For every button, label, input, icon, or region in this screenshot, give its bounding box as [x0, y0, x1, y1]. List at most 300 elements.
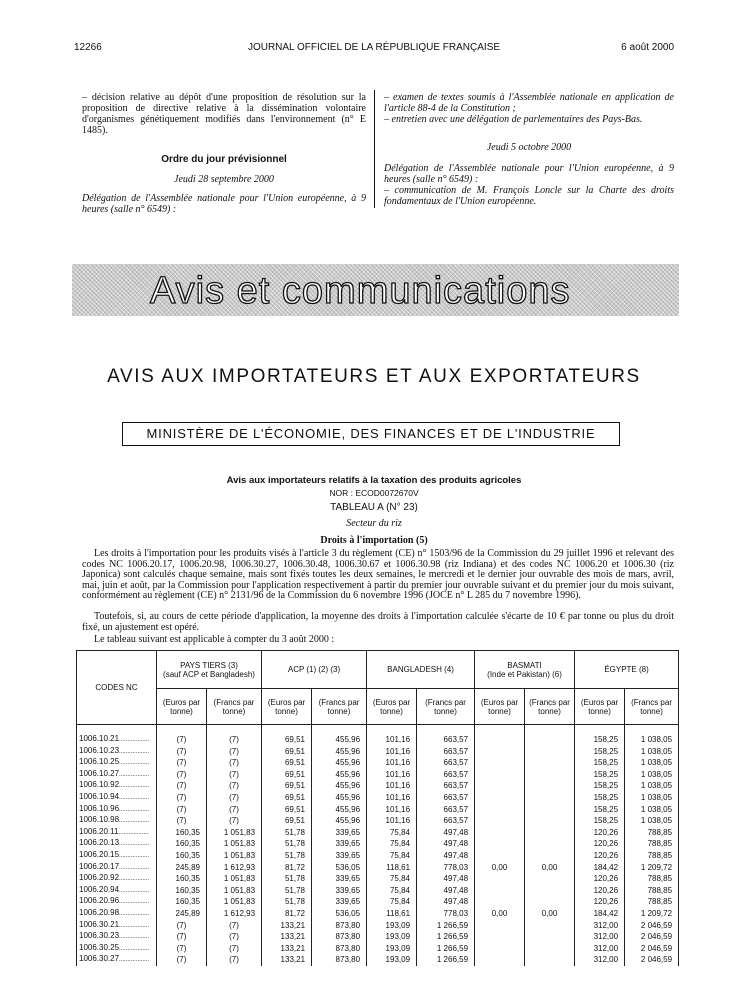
value-cell: 0,00 [475, 908, 525, 920]
value-cell [475, 815, 525, 827]
nc-code: 1006.20.98 [79, 907, 120, 917]
nor-reference: NOR : ECOD0072670V [329, 488, 419, 498]
value-cell: 455,96 [312, 746, 367, 758]
leader-dots: .................. [119, 945, 150, 952]
leader-dots: .................. [119, 876, 150, 883]
nc-code: 1006.20.15 [79, 849, 120, 859]
right-date: Jeudi 5 octobre 2000 [486, 142, 572, 153]
value-cell: 2 046,59 [625, 954, 679, 966]
spacer-cell [625, 725, 679, 735]
value-cell: 0,00 [525, 908, 575, 920]
value-cell: 75,84 [367, 838, 417, 850]
value-cell: 1 266,59 [417, 943, 475, 955]
banner-title: Avis et communications [150, 270, 571, 312]
notice-title: Avis aux importateurs relatifs à la taxation des produits agricoles [226, 475, 522, 486]
paragraph-tableau: Le tableau suivant est applicable à compter du 3 août 2000 : [94, 634, 335, 645]
value-cell: 101,16 [367, 746, 417, 758]
value-cell: 663,57 [417, 792, 475, 804]
value-cell [475, 885, 525, 897]
group-sublabel: (Inde et Pakistan) (6) [487, 669, 562, 679]
value-cell: 1 051,83 [207, 850, 262, 862]
value-cell: 663,57 [417, 780, 475, 792]
value-cell: 75,84 [367, 885, 417, 897]
value-cell: (7) [157, 769, 207, 781]
value-cell: 158,25 [575, 757, 625, 769]
value-cell: 1 209,72 [625, 862, 679, 874]
value-cell [525, 734, 575, 746]
unit-euros: (Euros par tonne) [157, 689, 207, 725]
spacer-cell [575, 725, 625, 735]
value-cell: 1 612,93 [207, 862, 262, 874]
value-cell: (7) [157, 954, 207, 966]
nc-code: 1006.10.94 [79, 791, 120, 801]
value-cell: 1 038,05 [625, 815, 679, 827]
value-cell [475, 792, 525, 804]
value-cell [475, 943, 525, 955]
nc-code-cell [77, 734, 157, 746]
value-cell: 69,51 [262, 815, 312, 827]
value-cell: (7) [157, 734, 207, 746]
unit-francs: (Francs par tonne) [417, 689, 475, 725]
value-cell: 245,89 [157, 908, 207, 920]
value-cell [525, 885, 575, 897]
group-pays-tiers [157, 651, 262, 689]
table-row [77, 943, 679, 955]
unit-euros: (Euros par tonne) [367, 689, 417, 725]
leader-dots: .................. [119, 841, 150, 848]
value-cell [525, 873, 575, 885]
nc-code: 1006.20.92 [79, 873, 120, 883]
value-cell: 69,51 [262, 792, 312, 804]
value-cell: 118,61 [367, 908, 417, 920]
value-cell: 1 266,59 [417, 931, 475, 943]
nc-code: 1006.20.11 [79, 826, 119, 836]
value-cell: 339,65 [312, 827, 367, 839]
value-cell: 133,21 [262, 920, 312, 932]
value-cell: 788,85 [625, 838, 679, 850]
value-cell: (7) [207, 920, 262, 932]
value-cell: 69,51 [262, 769, 312, 781]
value-cell [525, 850, 575, 862]
nc-code: 1006.20.13 [79, 838, 120, 848]
value-cell [475, 838, 525, 850]
value-cell: 536,05 [312, 862, 367, 874]
value-cell: 455,96 [312, 769, 367, 781]
nc-code-cell [77, 827, 157, 839]
table-row [77, 757, 679, 769]
unit-francs: (Francs par tonne) [312, 689, 367, 725]
table-row [77, 815, 679, 827]
value-cell: 51,78 [262, 885, 312, 897]
value-cell: 663,57 [417, 815, 475, 827]
value-cell: (7) [157, 804, 207, 816]
tableau-heading: TABLEAU A (N° 23) [330, 502, 418, 513]
value-cell: 312,00 [575, 931, 625, 943]
nc-code-cell [77, 746, 157, 758]
value-cell: 101,16 [367, 780, 417, 792]
value-cell: 1 038,05 [625, 757, 679, 769]
nc-code-cell [77, 954, 157, 966]
value-cell: 788,85 [625, 827, 679, 839]
value-cell: (7) [207, 734, 262, 746]
left-date: Jeudi 28 septembre 2000 [174, 174, 274, 185]
value-cell: 663,57 [417, 757, 475, 769]
value-cell: (7) [207, 954, 262, 966]
value-cell: 873,80 [312, 931, 367, 943]
value-cell: 497,48 [417, 873, 475, 885]
value-cell: 133,21 [262, 954, 312, 966]
value-cell [475, 757, 525, 769]
value-cell: 2 046,59 [625, 943, 679, 955]
value-cell [525, 769, 575, 781]
leader-dots: .................. [119, 887, 150, 894]
value-cell: 663,57 [417, 804, 475, 816]
table-row [77, 896, 679, 908]
leader-dots: .................. [119, 852, 150, 859]
spacer-cell [525, 725, 575, 735]
right-item-communication: – communication de M. François Loncle sur la Charte des droits fondamentaux de l'Union européenne. [384, 185, 674, 207]
spacer-cell [207, 725, 262, 735]
table-row [77, 954, 679, 966]
value-cell: (7) [157, 931, 207, 943]
group-egypte [575, 651, 679, 689]
table-row [77, 804, 679, 816]
right-delegation: Délégation de l'Assemblée nationale pour l'Union européenne, à 9 heures (salle n° 6549) : [384, 163, 674, 185]
group-label: ACP (1) (2) (3) [287, 665, 341, 674]
table-row [77, 920, 679, 932]
value-cell: (7) [207, 757, 262, 769]
value-cell: 663,57 [417, 746, 475, 758]
leader-dots: .................. [119, 818, 150, 825]
spacer-cell [312, 725, 367, 735]
value-cell: 51,78 [262, 850, 312, 862]
value-cell: (7) [207, 931, 262, 943]
nc-code: 1006.20.94 [79, 884, 120, 894]
value-cell: 455,96 [312, 780, 367, 792]
value-cell: 1 038,05 [625, 792, 679, 804]
table-row [77, 827, 679, 839]
value-cell: 81,72 [262, 862, 312, 874]
value-cell: 1 038,05 [625, 769, 679, 781]
value-cell [475, 746, 525, 758]
value-cell: 663,57 [417, 734, 475, 746]
spacer-cell [262, 725, 312, 735]
nc-code-cell [77, 885, 157, 897]
value-cell: 497,48 [417, 850, 475, 862]
paragraph-toutefois: Toutefois, si, au cours de cette période d'application, la moyenne des droits à l'importation calculée s'écarte de 10 € par tonne ou plus du droit fixé, un ajustement est opéré. [82, 611, 674, 633]
value-cell: 75,84 [367, 896, 417, 908]
value-cell: 778,03 [417, 862, 475, 874]
value-cell: 75,84 [367, 850, 417, 862]
nc-code: 1006.10.25 [79, 757, 120, 767]
nc-code: 1006.30.27 [79, 954, 120, 964]
value-cell: 1 038,05 [625, 746, 679, 758]
leader-dots: .................. [119, 899, 150, 906]
column-divider [374, 90, 375, 208]
value-cell: 158,25 [575, 780, 625, 792]
value-cell: 339,65 [312, 850, 367, 862]
nc-code: 1006.10.21 [79, 734, 120, 743]
group-bangladesh [367, 651, 475, 689]
value-cell [525, 804, 575, 816]
right-item-entretien: – entretien avec une délégation de parlementaires des Pays-Bas. [384, 114, 643, 125]
value-cell: 1 051,83 [207, 873, 262, 885]
nc-code-cell [77, 862, 157, 874]
table-row [77, 838, 679, 850]
value-cell: 455,96 [312, 815, 367, 827]
value-cell [525, 827, 575, 839]
value-cell: 184,42 [575, 862, 625, 874]
value-cell: 2 046,59 [625, 920, 679, 932]
value-cell: 160,35 [157, 850, 207, 862]
value-cell: 120,26 [575, 896, 625, 908]
value-cell [475, 804, 525, 816]
value-cell: 497,48 [417, 885, 475, 897]
group-sublabel: (sauf ACP et Bangladesh) [163, 669, 255, 679]
value-cell: 133,21 [262, 931, 312, 943]
value-cell: (7) [207, 804, 262, 816]
leader-dots: .................. [119, 934, 150, 941]
value-cell [475, 850, 525, 862]
value-cell: 1 051,83 [207, 896, 262, 908]
group-basmati [475, 651, 575, 689]
value-cell: 0,00 [525, 862, 575, 874]
value-cell: 160,35 [157, 873, 207, 885]
leader-dots: .................. [119, 806, 150, 813]
value-cell [475, 873, 525, 885]
nc-code-cell [77, 943, 157, 955]
value-cell: 788,85 [625, 873, 679, 885]
value-cell: (7) [207, 792, 262, 804]
table-row [77, 746, 679, 758]
agenda-left-column [82, 92, 366, 215]
leader-dots: .................. [119, 783, 150, 790]
value-cell: 101,16 [367, 769, 417, 781]
codes-nc-header: CODES NC [77, 651, 157, 725]
value-cell: 69,51 [262, 746, 312, 758]
page-number: 12266 [74, 42, 102, 53]
nc-code-cell [77, 815, 157, 827]
group-label: ÉGYPTE (8) [604, 665, 649, 674]
spacer-cell [475, 725, 525, 735]
value-cell: 339,65 [312, 885, 367, 897]
ordre-du-jour-heading: Ordre du jour prévisionnel [161, 154, 287, 165]
value-cell: 101,16 [367, 804, 417, 816]
value-cell: 455,96 [312, 757, 367, 769]
value-cell: 160,35 [157, 896, 207, 908]
value-cell: 69,51 [262, 757, 312, 769]
unit-francs: (Francs par tonne) [207, 689, 262, 725]
right-item-examen: – examen de textes soumis à l'Assemblée nationale en application de l'article 88-4 de la Constitution ; [384, 92, 674, 114]
nc-code: 1006.30.25 [79, 942, 120, 952]
table-row [77, 862, 679, 874]
leader-dots: .................. [119, 794, 150, 801]
value-cell: (7) [157, 757, 207, 769]
value-cell [525, 896, 575, 908]
value-cell: 497,48 [417, 827, 475, 839]
nc-code: 1006.10.23 [79, 745, 120, 755]
value-cell: (7) [157, 920, 207, 932]
value-cell: 158,25 [575, 746, 625, 758]
nc-code-cell [77, 850, 157, 862]
value-cell: 873,80 [312, 954, 367, 966]
value-cell: 120,26 [575, 827, 625, 839]
value-cell: 1 051,83 [207, 885, 262, 897]
value-cell [525, 954, 575, 966]
value-cell [525, 757, 575, 769]
leader-dots: .................. [119, 748, 150, 755]
journal-title: JOURNAL OFFICIEL DE LA RÉPUBLIQUE FRANÇAISE [247, 42, 501, 53]
value-cell: 339,65 [312, 896, 367, 908]
spacer-cell [77, 725, 157, 735]
value-cell: 120,26 [575, 885, 625, 897]
agenda-right-column [384, 92, 674, 207]
nc-code: 1006.10.98 [79, 815, 120, 825]
value-cell: 160,35 [157, 838, 207, 850]
unit-euros: (Euros par tonne) [262, 689, 312, 725]
table-body [77, 725, 679, 966]
value-cell: (7) [157, 815, 207, 827]
left-item-decision: – décision relative au dépôt d'une proposition de résolution sur la proposition de directive relative à la dissémination volontaire d'organismes génétiquement modifiés dans l'environnement (n° E 1485). [82, 92, 366, 136]
value-cell: 193,09 [367, 920, 417, 932]
table-row [77, 780, 679, 792]
value-cell: 873,80 [312, 943, 367, 955]
nc-code: 1006.20.96 [79, 896, 120, 906]
value-cell [475, 896, 525, 908]
leader-dots: .................. [118, 829, 149, 836]
import-duties-table [76, 650, 679, 966]
nc-code-cell [77, 780, 157, 792]
value-cell: 193,09 [367, 954, 417, 966]
spacer-cell [367, 725, 417, 735]
value-cell: 160,35 [157, 827, 207, 839]
value-cell: 1 266,59 [417, 954, 475, 966]
value-cell: 497,48 [417, 838, 475, 850]
value-cell: 1 612,93 [207, 908, 262, 920]
value-cell: 51,78 [262, 873, 312, 885]
value-cell: (7) [157, 943, 207, 955]
leader-dots: .................. [119, 910, 150, 917]
header-date: 6 août 2000 [621, 42, 674, 53]
value-cell [525, 838, 575, 850]
nc-code-cell [77, 931, 157, 943]
value-cell: 1 266,59 [417, 920, 475, 932]
value-cell: 69,51 [262, 804, 312, 816]
group-label: PAYS TIERS (3) [180, 660, 238, 670]
value-cell [475, 769, 525, 781]
value-cell: 101,16 [367, 815, 417, 827]
value-cell [475, 734, 525, 746]
value-cell: 312,00 [575, 943, 625, 955]
value-cell: (7) [157, 780, 207, 792]
leader-dots: .................. [119, 957, 150, 964]
table-row [77, 885, 679, 897]
value-cell: 120,26 [575, 850, 625, 862]
value-cell: 455,96 [312, 734, 367, 746]
nc-code-cell [77, 757, 157, 769]
nc-code: 1006.20.17 [79, 861, 120, 871]
nc-code: 1006.30.21 [79, 919, 120, 929]
value-cell: 873,80 [312, 920, 367, 932]
value-cell: 69,51 [262, 734, 312, 746]
nc-code-cell [77, 873, 157, 885]
value-cell: 1 038,05 [625, 780, 679, 792]
value-cell: (7) [207, 769, 262, 781]
value-cell [475, 780, 525, 792]
value-cell: 101,16 [367, 757, 417, 769]
value-cell [525, 815, 575, 827]
secteur-heading: Secteur du riz [346, 518, 402, 529]
value-cell: 158,25 [575, 792, 625, 804]
value-cell [525, 943, 575, 955]
droits-heading: Droits à l'importation (5) [320, 535, 428, 546]
table-row [77, 931, 679, 943]
leader-dots: .................. [119, 737, 150, 743]
nc-code-cell [77, 920, 157, 932]
leader-dots: .................. [119, 922, 150, 929]
paragraph-droits: Les droits à l'importation pour les produits visés à l'article 3 du règlement (CE) n° 1503/96 de la Commission du 29 juillet 1996 et relevant des codes NC 1006.20.17, 1006.20.98, 1006.30.27, 1006.30.48, 1006.30.67 et 1006.30.98 (riz Indiana) et des codes NC 1006.20 et 1006.30 (riz Japonica) sont calculés chaque semaine, mais sont fixés toutes les deux semaines, le mercredi et le dernier jour ouvrable des mois de mars, avril, mai, juin et août, par la Commission pour l'application respectivement à partir du premier jour ouvrable suivant et du premier jour du mois suivant, conformément au règlement (CE) n° 2131/96 de la Commission du 6 novembre 1996 (JOCE n° L 285 du 7 novembre 1996). [82, 548, 674, 602]
table-row [77, 734, 679, 746]
value-cell: 312,00 [575, 920, 625, 932]
nc-code-cell [77, 896, 157, 908]
value-cell: 160,35 [157, 885, 207, 897]
value-cell: (7) [207, 815, 262, 827]
value-cell: 193,09 [367, 931, 417, 943]
unit-euros: (Euros par tonne) [475, 689, 525, 725]
value-cell: 788,85 [625, 896, 679, 908]
table-row [77, 850, 679, 862]
avis-banner [72, 264, 679, 316]
value-cell: 1 209,72 [625, 908, 679, 920]
value-cell: 51,78 [262, 827, 312, 839]
nc-code: 1006.10.27 [79, 768, 120, 778]
value-cell: (7) [207, 780, 262, 792]
value-cell: 339,65 [312, 838, 367, 850]
leader-dots: .................. [119, 864, 150, 871]
value-cell: 455,96 [312, 792, 367, 804]
value-cell: (7) [207, 943, 262, 955]
spacer-cell [417, 725, 475, 735]
section-title: AVIS AUX IMPORTATEURS ET AUX EXPORTATEURS [107, 366, 641, 387]
nc-code-cell [77, 792, 157, 804]
table-row [77, 792, 679, 804]
value-cell: (7) [207, 746, 262, 758]
value-cell [525, 746, 575, 758]
value-cell [475, 920, 525, 932]
table-row [77, 769, 679, 781]
value-cell: 51,78 [262, 896, 312, 908]
value-cell: 158,25 [575, 734, 625, 746]
nc-code: 1006.10.92 [79, 780, 120, 790]
value-cell [475, 827, 525, 839]
value-cell: 158,25 [575, 815, 625, 827]
nc-code-cell [77, 769, 157, 781]
leader-dots: .................. [119, 771, 150, 778]
value-cell: 1 051,83 [207, 827, 262, 839]
left-delegation: Délégation de l'Assemblée nationale pour l'Union européenne, à 9 heures (salle n° 6549) : [82, 193, 366, 215]
value-cell: 245,89 [157, 862, 207, 874]
value-cell: 1 038,05 [625, 804, 679, 816]
value-cell: 663,57 [417, 769, 475, 781]
table-row [77, 873, 679, 885]
value-cell: 455,96 [312, 804, 367, 816]
value-cell: 158,25 [575, 804, 625, 816]
value-cell [525, 792, 575, 804]
value-cell [475, 954, 525, 966]
value-cell: 75,84 [367, 827, 417, 839]
value-cell: 788,85 [625, 850, 679, 862]
ministry-box: MINISTÈRE DE L'ÉCONOMIE, DES FINANCES ET DE L'INDUSTRIE [122, 422, 620, 446]
